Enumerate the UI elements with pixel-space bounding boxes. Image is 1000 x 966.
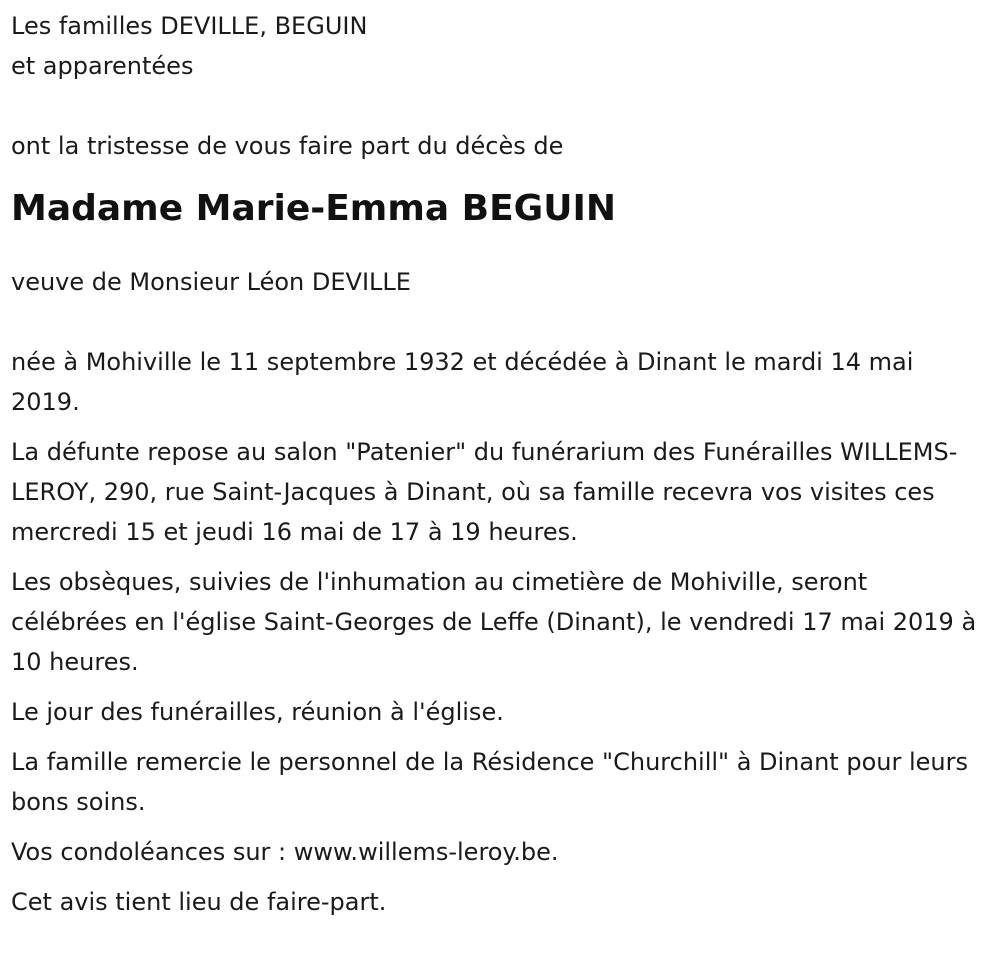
condolences-paragraph: Vos condoléances sur : www.willems-leroy.be. [11,838,559,866]
meeting-paragraph: Le jour des funérailles, réunion à l'église. [11,698,504,726]
thanks-paragraph: La famille remercie le personnel de la Résidence "Churchill" à Dinant pour leurs bons soins. [11,748,968,816]
birth-death-paragraph: née à Mohiville le 11 septembre 1932 et décédée à Dinant le mardi 14 mai 2019. [11,348,914,416]
announcement-intro: ont la tristesse de vous faire part du décès de [11,132,564,160]
spacer [11,302,989,342]
spacer [11,234,989,262]
deceased-name: Madame Marie-Emma BEGUIN [11,188,616,229]
obituary-notice [11,6,989,932]
funeral-paragraph: Les obsèques, suivies de l'inhumation au cimetière de Mohiville, seront célébrées en l'église Saint-Georges de Leffe (Dinant), le vendredi 17 mai 2019 à 10 heures. [11,568,977,676]
spouse-line: veuve de Monsieur Léon DEVILLE [11,268,411,296]
visitation-paragraph: La défunte repose au salon "Patenier" du funérarium des Funérailles WILLEMS-LEROY, 290, rue Saint-Jacques à Dinant, où sa famille recevra vos visites ces mercredi 15 et jeudi 16 mai de 17 à 19 heures. [11,438,958,546]
families-line: Les familles DEVILLE, BEGUIN [11,12,368,40]
relatives-line: et apparentées [11,52,194,80]
closing-paragraph: Cet avis tient lieu de faire-part. [11,888,387,916]
spacer [11,86,989,126]
